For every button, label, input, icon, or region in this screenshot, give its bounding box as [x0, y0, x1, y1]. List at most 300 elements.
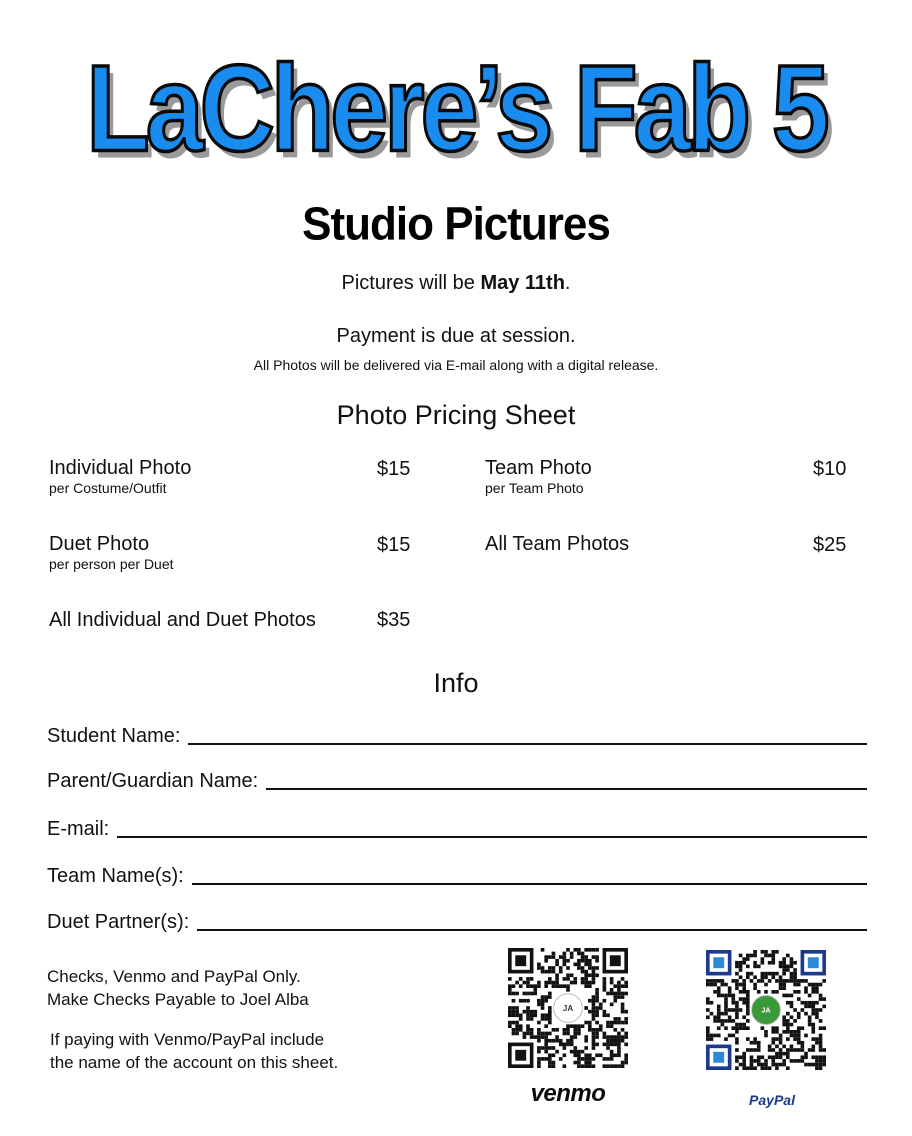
- paypal-logo: [706, 1092, 838, 1108]
- qr-module: [592, 1064, 596, 1068]
- qr-module: [790, 1045, 794, 1049]
- qr-module: [606, 1013, 610, 1017]
- qr-module: [617, 1053, 621, 1057]
- qr-module: [724, 1008, 728, 1012]
- qr-module: [786, 1001, 790, 1005]
- qr-module: [515, 992, 519, 996]
- qr-module: [735, 1008, 739, 1012]
- qr-module: [771, 1037, 775, 1041]
- qr-module: [577, 1032, 581, 1036]
- qr-module: [721, 1019, 725, 1023]
- session-date-line: [0, 272, 912, 295]
- qr-module: [742, 957, 746, 961]
- qr-module: [739, 961, 743, 965]
- qr-module: [592, 999, 596, 1003]
- qr-module: [804, 1005, 808, 1009]
- qr-module: [753, 1041, 757, 1045]
- qr-module: [563, 1064, 567, 1068]
- qr-module: [592, 977, 596, 981]
- qr-module: [599, 1006, 603, 1010]
- qr-module: [523, 992, 527, 996]
- qr-module: [793, 968, 797, 972]
- qr-module: [804, 979, 808, 983]
- qr-module: [541, 1003, 545, 1007]
- qr-module: [595, 1021, 599, 1025]
- qr-module: [768, 954, 772, 958]
- qr-module: [790, 1015, 794, 1019]
- qr-module: [581, 952, 585, 956]
- qr-module: [552, 970, 556, 974]
- qr-module: [544, 955, 548, 959]
- qr-module: [779, 983, 783, 987]
- qr-module: [746, 994, 750, 998]
- qr-module: [588, 999, 592, 1003]
- qr-module: [566, 973, 570, 977]
- qr-module: [548, 1032, 552, 1036]
- delivery-note: All Photos will be delivered via E-mail along with a digital release.: [253, 357, 659, 373]
- qr-module: [541, 995, 545, 999]
- qr-module: [537, 1061, 541, 1065]
- qr-module: [573, 1050, 577, 1054]
- price-item-name: Team Photo: [485, 457, 592, 479]
- payment-line: If paying with Venmo/PayPal include: [50, 1030, 325, 1049]
- qr-module: [533, 988, 537, 992]
- qr-module: [526, 999, 530, 1003]
- qr-module: [706, 1034, 710, 1038]
- qr-module: [573, 1028, 577, 1032]
- qr-module: [537, 966, 541, 970]
- qr-module: [811, 1063, 815, 1067]
- qr-module: [577, 1028, 581, 1032]
- qr-module: [790, 972, 794, 976]
- qr-module: [508, 992, 512, 996]
- qr-module: [761, 957, 765, 961]
- qr-module: [782, 968, 786, 972]
- qr-module: [742, 961, 746, 965]
- qr-module: [621, 1039, 625, 1043]
- qr-module: [523, 1032, 527, 1036]
- payment-line: the name of the account on this sheet.: [50, 1053, 339, 1072]
- qr-module: [797, 1041, 801, 1045]
- qr-module: [555, 984, 559, 988]
- qr-module: [588, 966, 592, 970]
- duet-partners-field[interactable]: [47, 904, 867, 934]
- qr-module: [782, 1023, 786, 1027]
- qr-module: [526, 1017, 530, 1021]
- qr-module: [603, 1032, 607, 1036]
- qr-module: [742, 1052, 746, 1056]
- payment-line: Make Checks Payable to Joel Alba: [47, 990, 309, 1009]
- qr-module: [735, 965, 739, 969]
- qr-module: [617, 981, 621, 985]
- qr-module: [764, 975, 768, 979]
- qr-module: [621, 1010, 625, 1014]
- qr-module: [588, 963, 592, 967]
- qr-module: [566, 948, 570, 952]
- field-label: E-mail:: [47, 818, 110, 840]
- qr-module: [584, 1057, 588, 1061]
- qr-module: [742, 983, 746, 987]
- qr-module: [548, 1061, 552, 1065]
- qr-module: [775, 1052, 779, 1056]
- qr-module: [761, 1055, 765, 1059]
- price-duet: $15: [377, 534, 411, 556]
- qr-module: [757, 1055, 761, 1059]
- qr-module: [786, 954, 790, 958]
- qr-module: [610, 988, 614, 992]
- qr-module: [768, 972, 772, 976]
- qr-module: [588, 984, 592, 988]
- qr-module: [584, 1006, 588, 1010]
- qr-module: [584, 981, 588, 985]
- qr-module: [793, 975, 797, 979]
- qr-module: [584, 1035, 588, 1039]
- qr-module: [822, 1048, 826, 1052]
- account-name-note: [50, 1028, 338, 1074]
- qr-module: [624, 1061, 628, 1065]
- qr-module: [724, 994, 728, 998]
- qr-module: [570, 1043, 574, 1047]
- qr-module: [735, 1048, 739, 1052]
- qr-module: [606, 1046, 610, 1050]
- qr-module: [559, 966, 563, 970]
- qr-module: [599, 1024, 603, 1028]
- qr-module: [595, 966, 599, 970]
- qr-module: [771, 957, 775, 961]
- price-item-sub: per Costume/Outfit: [49, 480, 167, 496]
- qr-module: [742, 997, 746, 1001]
- qr-module: [610, 981, 614, 985]
- qr-module: [742, 1015, 746, 1019]
- qr-module: [555, 959, 559, 963]
- qr-module: [742, 1059, 746, 1063]
- qr-module: [811, 986, 815, 990]
- qr-module: [541, 1035, 545, 1039]
- qr-module: [782, 1059, 786, 1063]
- qr-module: [533, 984, 537, 988]
- qr-module: [819, 1019, 823, 1023]
- qr-module: [592, 1032, 596, 1036]
- qr-module: [779, 1037, 783, 1041]
- qr-module: [790, 961, 794, 965]
- qr-module: [815, 1012, 819, 1016]
- qr-module: [757, 1045, 761, 1049]
- qr-module: [584, 1021, 588, 1025]
- fill-in-line[interactable]: [188, 743, 867, 745]
- qr-module: [617, 988, 621, 992]
- qr-module: [797, 1026, 801, 1030]
- qr-module: [515, 1032, 519, 1036]
- qr-module: [746, 957, 750, 961]
- fill-in-line[interactable]: [117, 836, 867, 838]
- price-item-name: Duet Photo: [49, 533, 150, 555]
- qr-module: [731, 1034, 735, 1038]
- qr-module: [541, 970, 545, 974]
- qr-module: [581, 1024, 585, 1028]
- qr-module: [617, 1043, 621, 1047]
- qr-module: [544, 981, 548, 985]
- qr-module: [819, 1045, 823, 1049]
- qr-module: [771, 975, 775, 979]
- qr-module: [764, 972, 768, 976]
- qr-module: [739, 954, 743, 958]
- qr-module: [592, 948, 596, 952]
- email-field[interactable]: [47, 811, 867, 841]
- qr-module: [757, 1048, 761, 1052]
- qr-module: [544, 1046, 548, 1050]
- qr-module: [717, 986, 721, 990]
- qr-module: [610, 1050, 614, 1054]
- qr-module: [563, 1032, 567, 1036]
- qr-module: [512, 1028, 516, 1032]
- qr-module: [808, 1015, 812, 1019]
- qr-module: [566, 1032, 570, 1036]
- qr-module: [819, 1063, 823, 1067]
- qr-module: [537, 1035, 541, 1039]
- qr-module: [822, 1063, 826, 1067]
- qr-module: [563, 959, 567, 963]
- qr-module: [584, 977, 588, 981]
- qr-module: [606, 1064, 610, 1068]
- qr-module: [721, 994, 725, 998]
- qr-module: [811, 1045, 815, 1049]
- qr-module: [530, 977, 534, 981]
- qr-module: [750, 954, 754, 958]
- qr-module: [793, 1059, 797, 1063]
- qr-module: [717, 1026, 721, 1030]
- qr-module: [610, 977, 614, 981]
- qr-module: [819, 1066, 823, 1070]
- qr-module: [544, 1039, 548, 1043]
- qr-module: [526, 1013, 530, 1017]
- qr-module: [613, 984, 617, 988]
- qr-module: [508, 1013, 512, 1017]
- qr-module: [559, 1039, 563, 1043]
- qr-module: [584, 970, 588, 974]
- qr-module: [613, 1043, 617, 1047]
- qr-module: [819, 983, 823, 987]
- qr-module: [508, 1006, 512, 1010]
- qr-module: [613, 1028, 617, 1032]
- qr-module: [782, 965, 786, 969]
- qr-module: [793, 1034, 797, 1038]
- qr-module: [584, 1061, 588, 1065]
- qr-module: [822, 1059, 826, 1063]
- qr-module: [750, 1063, 754, 1067]
- qr-module: [797, 1034, 801, 1038]
- qr-module: [742, 1001, 746, 1005]
- qr-module: [764, 1066, 768, 1070]
- qr-module: [797, 1012, 801, 1016]
- qr-module: [548, 1021, 552, 1025]
- qr-module: [610, 1039, 614, 1043]
- qr-module: [804, 1063, 808, 1067]
- qr-module: [786, 1066, 790, 1070]
- qr-module: [548, 1006, 552, 1010]
- qr-module: [573, 948, 577, 952]
- qr-module: [731, 994, 735, 998]
- qr-module: [603, 1013, 607, 1017]
- qr-module: [811, 1012, 815, 1016]
- qr-module: [746, 1066, 750, 1070]
- qr-module: [753, 975, 757, 979]
- qr-module: [757, 1059, 761, 1063]
- price-all-individual-duet: $35: [377, 609, 411, 631]
- qr-module: [588, 981, 592, 985]
- qr-module: [581, 1064, 585, 1068]
- qr-module: [563, 1028, 567, 1032]
- qr-module: [735, 1023, 739, 1027]
- qr-module: [811, 1005, 815, 1009]
- qr-module: [746, 972, 750, 976]
- qr-module: [541, 999, 545, 1003]
- fill-in-line[interactable]: [197, 929, 867, 931]
- qr-module: [735, 1012, 739, 1016]
- qr-module: [706, 997, 710, 1001]
- qr-module: [617, 1017, 621, 1021]
- qr-module: [624, 1053, 628, 1057]
- qr-module: [519, 1013, 523, 1017]
- qr-module: [617, 1035, 621, 1039]
- qr-module: [771, 1055, 775, 1059]
- qr-module: [775, 990, 779, 994]
- qr-module: [746, 1019, 750, 1023]
- qr-module: [713, 990, 717, 994]
- paypal-qr-code[interactable]: [706, 950, 826, 1070]
- qr-module: [595, 955, 599, 959]
- qr-module: [555, 1028, 559, 1032]
- qr-module: [552, 1053, 556, 1057]
- qr-module: [552, 981, 556, 985]
- qr-module: [768, 961, 772, 965]
- qr-module: [595, 988, 599, 992]
- qr-module: [775, 979, 779, 983]
- student-name-field[interactable]: [47, 718, 867, 748]
- qr-module: [811, 1001, 815, 1005]
- qr-module: [728, 1034, 732, 1038]
- qr-module: [624, 1021, 628, 1025]
- qr-module: [775, 1030, 779, 1034]
- qr-module: [786, 994, 790, 998]
- qr-module: [808, 994, 812, 998]
- qr-module: [566, 1039, 570, 1043]
- qr-module: [750, 1048, 754, 1052]
- qr-module: [603, 1043, 607, 1047]
- qr-finder: [515, 955, 526, 966]
- info-heading: Info: [433, 668, 479, 698]
- qr-module: [786, 1037, 790, 1041]
- qr-module: [555, 981, 559, 985]
- qr-module: [739, 983, 743, 987]
- qr-module: [779, 1041, 783, 1045]
- qr-module: [811, 1037, 815, 1041]
- qr-module: [753, 965, 757, 969]
- qr-module: [581, 1050, 585, 1054]
- qr-module: [746, 1037, 750, 1041]
- qr-module: [746, 1026, 750, 1030]
- qr-module: [592, 1013, 596, 1017]
- qr-module: [753, 983, 757, 987]
- qr-module: [610, 1053, 614, 1057]
- qr-module: [621, 1028, 625, 1032]
- qr-module: [739, 1023, 743, 1027]
- flyer-title: LaChere’s Fab 5: [86, 40, 826, 178]
- qr-center-initials: JA: [761, 1005, 771, 1015]
- qr-module: [624, 1010, 628, 1014]
- qr-module: [782, 1052, 786, 1056]
- qr-module: [815, 1041, 819, 1045]
- qr-module: [624, 1035, 628, 1039]
- qr-module: [782, 1019, 786, 1023]
- qr-module: [537, 1021, 541, 1025]
- venmo-qr-code[interactable]: [508, 948, 628, 1068]
- qr-module: [782, 986, 786, 990]
- date-suffix: .: [564, 272, 571, 294]
- qr-module: [746, 990, 750, 994]
- qr-module: [801, 1008, 805, 1012]
- qr-module: [706, 1026, 710, 1030]
- qr-module: [592, 995, 596, 999]
- parent-guardian-name-field[interactable]: [47, 763, 867, 793]
- qr-module: [786, 968, 790, 972]
- qr-module: [595, 999, 599, 1003]
- team-names-field[interactable]: [47, 858, 867, 888]
- qr-module: [728, 986, 732, 990]
- qr-module: [761, 1066, 765, 1070]
- qr-module: [786, 1055, 790, 1059]
- qr-module: [559, 970, 563, 974]
- qr-module: [548, 981, 552, 985]
- qr-module: [724, 1019, 728, 1023]
- qr-module: [573, 1032, 577, 1036]
- qr-module: [782, 1063, 786, 1067]
- qr-module: [603, 1057, 607, 1061]
- qr-module: [801, 1045, 805, 1049]
- qr-module: [526, 981, 530, 985]
- qr-module: [588, 1021, 592, 1025]
- qr-module: [595, 948, 599, 952]
- qr-module: [764, 1030, 768, 1034]
- qr-module: [512, 1006, 516, 1010]
- qr-module: [508, 1021, 512, 1025]
- qr-module: [555, 977, 559, 981]
- qr-module: [508, 988, 512, 992]
- qr-module: [742, 1023, 746, 1027]
- qr-module: [728, 1015, 732, 1019]
- qr-module: [713, 983, 717, 987]
- qr-module: [735, 1030, 739, 1034]
- qr-module: [804, 986, 808, 990]
- qr-module: [581, 959, 585, 963]
- fill-in-line[interactable]: [192, 883, 867, 885]
- qr-module: [793, 1019, 797, 1023]
- qr-module: [592, 1039, 596, 1043]
- qr-module: [742, 990, 746, 994]
- qr-module: [541, 1032, 545, 1036]
- fill-in-line[interactable]: [266, 788, 867, 790]
- price-item-name: Individual Photo: [49, 457, 192, 479]
- qr-module: [771, 972, 775, 976]
- qr-module: [606, 1024, 610, 1028]
- qr-module: [592, 1028, 596, 1032]
- qr-module: [750, 979, 754, 983]
- qr-module: [819, 1055, 823, 1059]
- qr-module: [717, 1015, 721, 1019]
- qr-module: [508, 984, 512, 988]
- qr-module: [610, 1064, 614, 1068]
- qr-center-initials: JA: [562, 1004, 574, 1013]
- qr-module: [573, 977, 577, 981]
